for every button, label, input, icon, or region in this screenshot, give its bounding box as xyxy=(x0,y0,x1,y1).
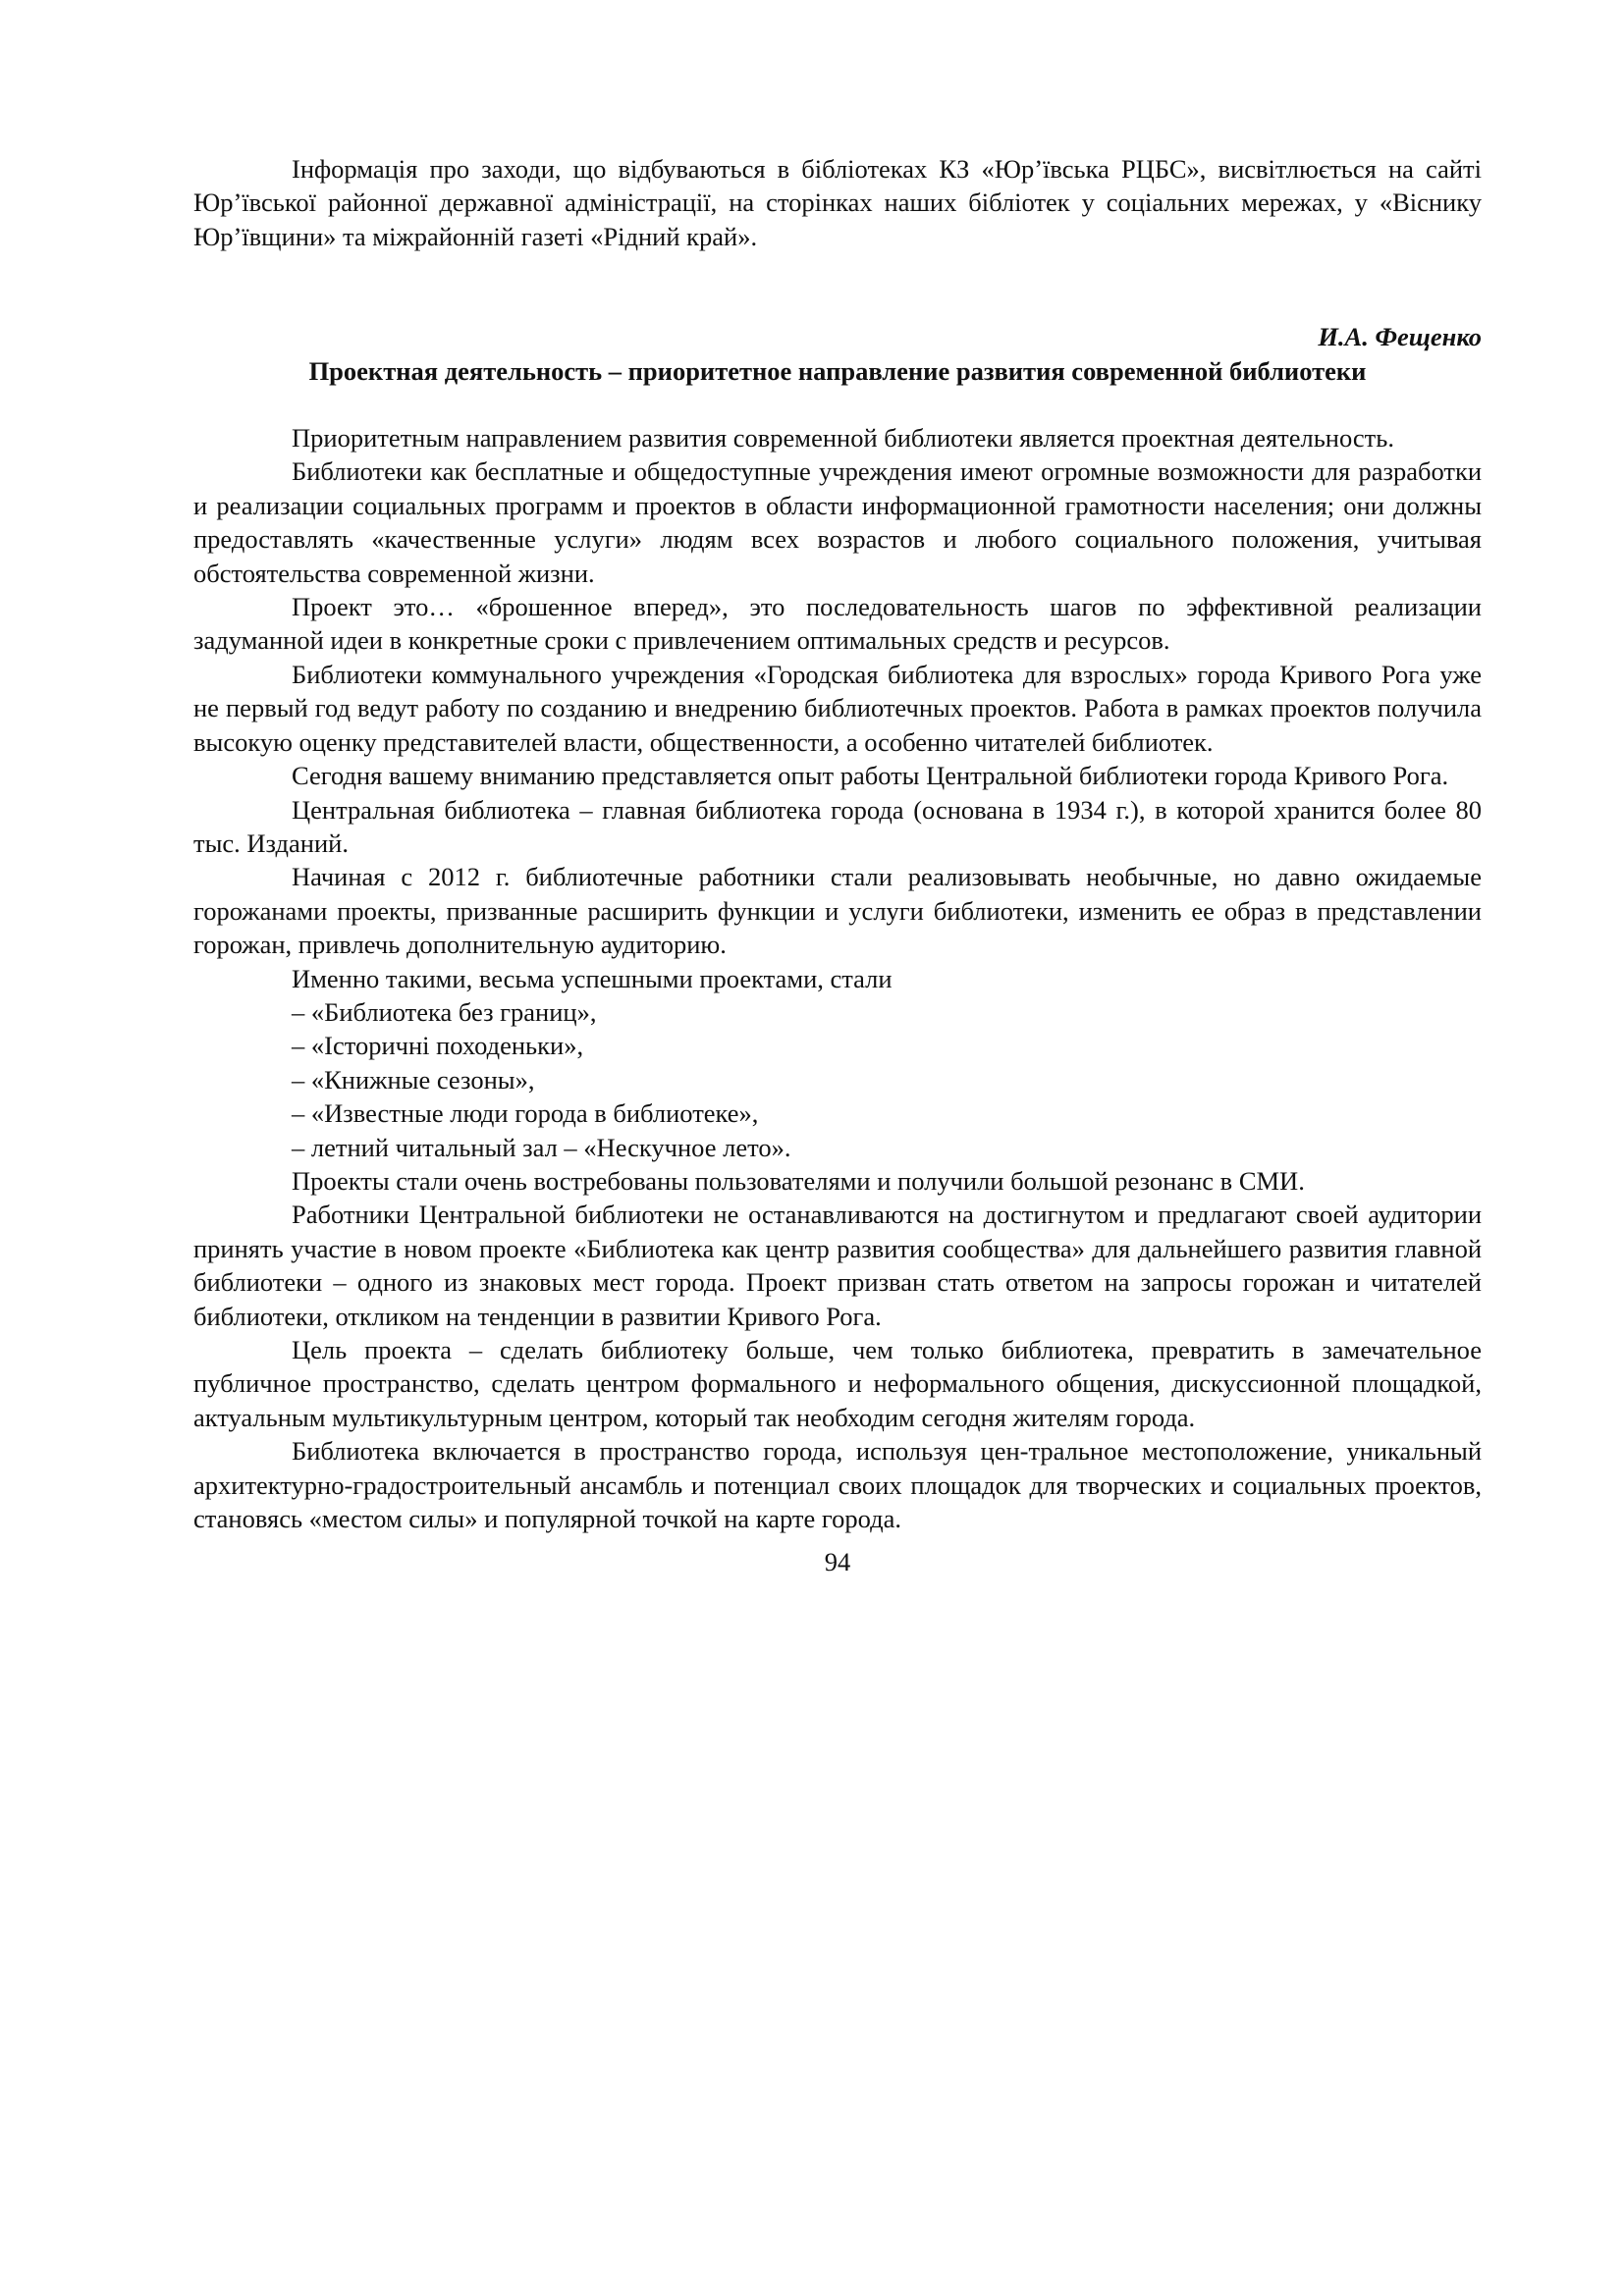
list-item: – летний читальный зал – «Нескучное лето». xyxy=(292,1132,791,1162)
page-number: 94 xyxy=(824,1547,851,1577)
body-paragraph: Библиотека включается в пространство города, используя цен-тральное местоположение, уникальный архитектурно-градостроительный ансамбль и потенциал своих площадок для творческих и социальных проектов, становясь «местом силы» и популярной точкой на карте города. xyxy=(193,1436,1482,1534)
body-paragraph: Начиная с 2012 г. библиотечные работники стали реализовывать необычные, но давно ожидаемые горожанами проекты, призванные расширить функции и услуги библиотеки, изменить ее образ в представлении горожан, привлечь дополнительную аудиторию. xyxy=(193,862,1482,960)
page-content xyxy=(193,152,1482,1579)
body-paragraph: Цель проекта – сделать библиотеку больше, чем только библиотека, превратить в замечательное публичное пространство, сделать центром формального и неформального общения, дискуссионной площадкой, актуальным мультикультурным центром, который так необходим сегодня жителям города. xyxy=(193,1335,1482,1432)
body-paragraph: Работники Центральной библиотеки не останавливаются на достигнутом и предлагают своей аудитории принять участие в новом проекте «Библиотека как центр развития сообщества» для дальнейшего развития главной библиотеки – одного из знаковых мест города. Проект призван стать ответом на запросы горожан и читателей библиотеки, откликом на тенденции в развитии Кривого Рога. xyxy=(193,1200,1482,1331)
list-item: – «Библиотека без границ», xyxy=(292,996,597,1027)
project-list xyxy=(193,995,1482,1164)
list-item: – «Известные люди города в библиотеке», xyxy=(292,1098,759,1129)
body-paragraph: Библиотеки коммунального учреждения «Городская библиотека для взрослых» города Кривого Рога уже не первый год ведут работу по созданию и внедрению библиотечных проектов. Работа в рамках проектов получила высокую оценку представителей власти, общественности, а особенно читателей библиотек. xyxy=(193,659,1482,757)
spacer xyxy=(193,253,1482,320)
intro-paragraph: Інформація про заходи, що відбуваються в бібліотеках КЗ «Юр’ївська РЦБС», висвітлюється на сайті Юр’ївської районної державної адміністрації, на сторінках наших бібліотек у соціальних мережах, у «Віснику Юр’ївщини» та міжрайонній газеті «Рідний край». xyxy=(193,154,1482,251)
article-title: Проектная деятельность – приоритетное направление развития современной библиотеки xyxy=(308,355,1367,386)
body-paragraph: Именно такими, весьма успешными проектами, стали xyxy=(292,963,893,993)
spacer xyxy=(193,388,1482,421)
body-paragraph: Библиотеки как бесплатные и общедоступные учреждения имеют огромные возможности для разработки и реализации социальных программ и проектов в области информационной грамотности населения; они должны предоставлять «качественные услуги» людям всех возрастов и любого социального положения, учитывая обстоятельства современной жизни. xyxy=(193,456,1482,588)
body-paragraph: Проекты стали очень востребованы пользователями и получили большой резонанс в СМИ. xyxy=(292,1165,1305,1196)
article-author: И.А. Фещенко xyxy=(1318,322,1482,352)
body-paragraph: Приоритетным направлением развития современной библиотеки является проектная деятельность. xyxy=(292,423,1394,454)
list-item: – «Книжные сезоны», xyxy=(292,1064,535,1095)
list-item: – «Історичні походеньки», xyxy=(292,1031,584,1061)
body-paragraph: Сегодня вашему вниманию представляется опыт работы Центральной библиотеки города Кривого Рога. xyxy=(292,761,1449,791)
body-paragraph: Проект это… «брошенное вперед», это последовательность шагов по эффективной реализации задуманной идеи в конкретные сроки с привлечением оптимальных средств и ресурсов. xyxy=(193,592,1482,656)
body-paragraph: Центральная библиотека – главная библиотека города (основана в 1934 г.), в которой хранится более 80 тыс. Изданий. xyxy=(193,794,1482,858)
